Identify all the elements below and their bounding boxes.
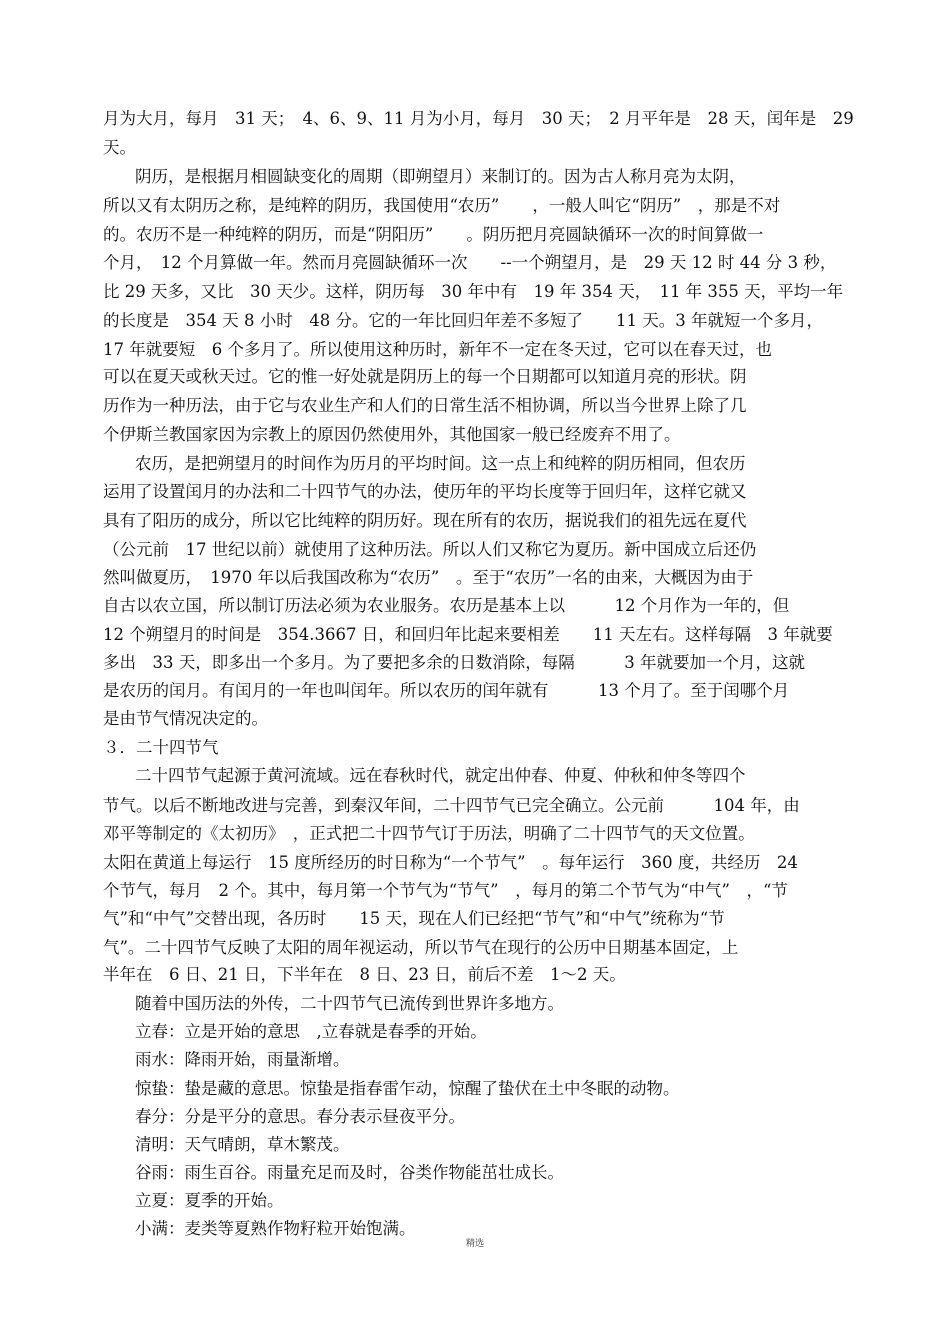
text-line: 随着中国历法的外传，二十四节气已流传到世界许多地方。 (135, 994, 564, 1013)
text-line: 然叫做夏历， 1970 年以后我国改称为“农历” 。至于“农历”一名的由来，大概因为由于 (103, 568, 754, 587)
solar-term-item: 谷雨：雨生百谷。雨量充足而及时，谷类作物能茁壮成长。 (135, 1163, 564, 1182)
solar-term-item: 惊蛰：蛰是藏的意思。惊蛰是指春雷乍动，惊醒了蛰伏在土中冬眠的动物。 (135, 1079, 680, 1098)
text-line: 多出 33 天，即多出一个多月。为了要把多余的日数消除，每隔 3 年就要加一个月，这就 (103, 653, 805, 672)
solar-term-item: 立春：立是开始的意思 ,立春就是春季的开始。 (135, 1022, 487, 1041)
text-line: 天。 (103, 138, 136, 157)
section-heading: ３．二十四节气 (103, 738, 219, 757)
text-line: 历作为一种历法，由于它与农业生产和人们的日常生活不相协调，所以当今世界上除了几 (103, 396, 747, 415)
solar-term-item: 春分：分是平分的意思。春分表示昼夜平分。 (135, 1107, 465, 1126)
solar-term-item: 雨水：降雨开始，雨量渐增。 (135, 1050, 350, 1069)
text-line: 的。农历不是一种纯粹的阴历，而是“阴阳历” 。阴历把月亮圆缺循环一次的时间算做一 (103, 225, 764, 244)
page-footer: 精选 (465, 1239, 484, 1249)
text-line: 所以又有太阴历之称，是纯粹的阴历，我国使用“农历” ，一般人叫它“阴历” ，那是不对 (103, 196, 781, 215)
text-line: 是农历的闰月。有闰月的一年也叫闰年。所以农历的闰年就有 13 个月了。至于闰哪个月 (103, 681, 790, 700)
text-line: 具有了阳历的成分，所以它比纯粹的阴历好。现在所有的农历，据说我们的祖先远在夏代 (103, 511, 747, 530)
text-line: 可以在夏天或秋天过。它的惟一好处就是阴历上的每一个日期都可以知道月亮的形状。阴 (103, 367, 747, 386)
text-line: 二十四节气起源于黄河流域。远在春秋时代，就定出仲春、仲夏、仲秋和仲冬等四个 (135, 766, 746, 785)
text-line: 的长度是 354 天 8 小时 48 分。它的一年比回归年差不多短了 11 天。3 年就短一个多月， (103, 311, 823, 330)
text-line: 节气。以后不断地改进与完善，到秦汉年间，二十四节气已完全确立。公元前 104 年，由 (103, 796, 800, 815)
text-line: 比 29 天多，又比 30 天少。这样，阴历每 30 年中有 19 年 354 天， 11 年 355 天，平均一年 (103, 282, 844, 301)
text-line: 气”。二十四节气反映了太阳的周年视运动，所以节气在现行的公历中日期基本固定，上 (103, 938, 739, 957)
text-line: 气”和“中气”交替出现，各历时 15 天，现在人们已经把“节气”和“中气”统称为“节 (103, 909, 725, 928)
text-line: 月为大月，每月 31 天； 4、6、9、11 月为小月，每月 30 天； 2 月平年是 28 天，闰年是 29 (103, 109, 854, 128)
text-line: 半年在 6 日、21 日，下半年在 8 日、23 日，前后不差 1～2 天。 (103, 965, 626, 984)
text-line: 个月， 12 个月算做一年。然而月亮圆缺循环一次 --一个朔望月，是 29 天 12 时 44 分 3 秒， (103, 253, 837, 272)
text-line: 是由节气情况决定的。 (103, 709, 268, 728)
text-line: 运用了设置闰月的办法和二十四节气的办法，使历年的平均长度等于回归年，这样它就又 (103, 482, 747, 501)
text-line: 12 个朔望月的时间是 354.3667 日，和回归年比起来要相差 11 天左右。这样每隔 3 年就要 (103, 625, 833, 644)
text-line: 邓平等制定的《太初历》 ，正式把二十四节气订于历法，明确了二十四节气的天文位置。 (103, 824, 755, 843)
solar-term-item: 清明：天气晴朗，草木繁茂。 (135, 1135, 350, 1154)
text-line: 17 年就要短 6 个多月了。所以使用这种历时，新年不一定在冬天过，它可以在春天过，也 (103, 340, 772, 359)
text-line: 个伊斯兰教国家因为宗教上的原因仍然使用外，其他国家一般已经废弃不用了。 (103, 425, 681, 444)
text-line: 阴历，是根据月相圆缺变化的周期（即朔望月）来制订的。因为古人称月亮为太阴， (135, 167, 746, 186)
text-line: 个节气，每月 2 个。其中，每月第一个节气为“节气” ，每月的第二个节气为“中气” ，“节 (103, 881, 788, 900)
solar-term-item: 立夏：夏季的开始。 (135, 1191, 284, 1210)
text-line: 农历，是把朔望月的时间作为历月的平均时间。这一点上和纯粹的阴历相同，但农历 (135, 454, 746, 473)
text-line: 太阳在黄道上每运行 15 度所经历的时日称为“一个节气” 。每年运行 360 度，共经历 24 (103, 853, 798, 872)
solar-term-item: 小满：麦类等夏熟作物籽粒开始饱满。 (135, 1219, 416, 1238)
text-line: （公元前 17 世纪以前）就使用了这种历法。所以人们又称它为夏历。新中国成立后还仍 (103, 540, 757, 559)
text-line: 自古以农立国，所以制订历法必须为农业服务。农历是基本上以 12 个月作为一年的，但 (103, 596, 790, 615)
